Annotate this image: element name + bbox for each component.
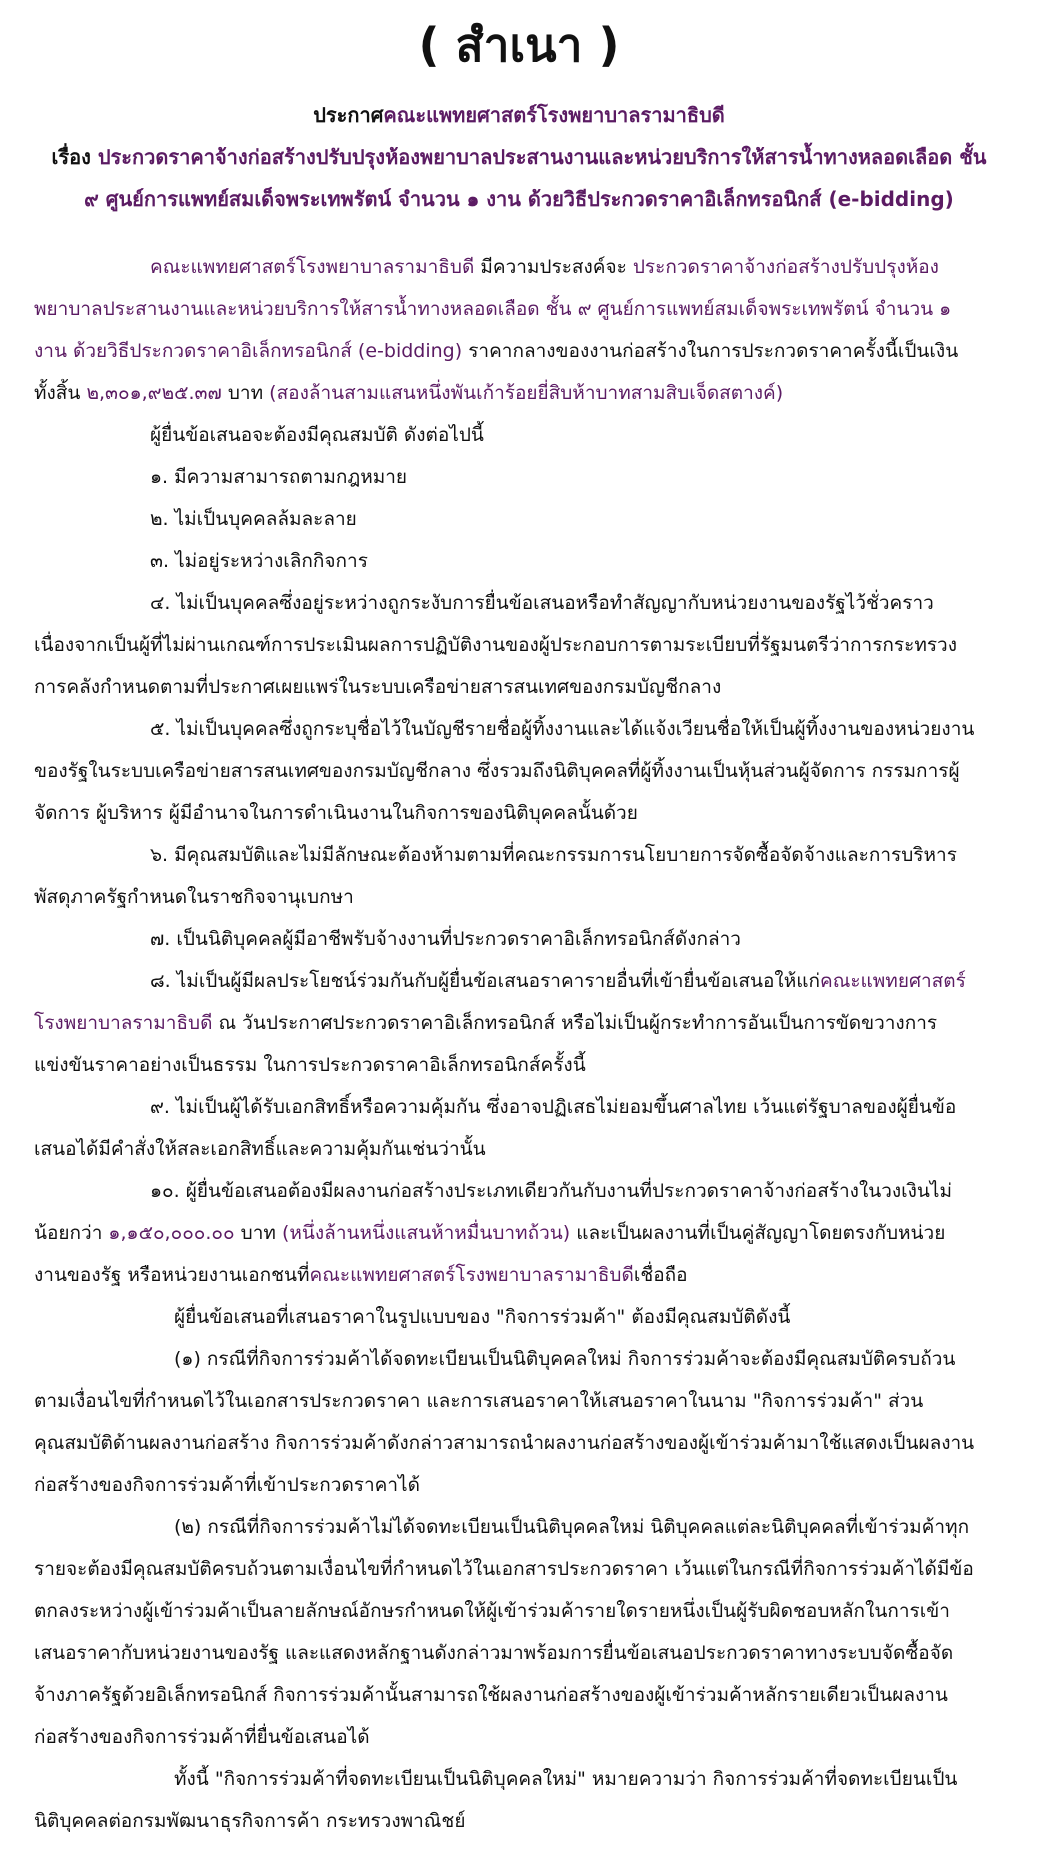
joint-venture-definition-line-1: ทั้งนี้ "กิจการร่วมค้าที่จดทะเบียนเป็นนิติบุคคลใหม่" หมายความว่า กิจการร่วมค้าที่จดทะเบียนเป็น [174, 1768, 958, 1790]
intro-line-4: ทั้งสิ้น ๒,๓๐๑,๙๒๕.๓๗ บาท (สองล้านสามแสนหนึ่งพันเก้าร้อยยี่สิบห้าบาทสามสิบเจ็ดสตางค์) [34, 382, 784, 404]
joint-venture-2-line-4: เสนอราคากับหน่วยงานของรัฐ และแสดงหลักฐานดังกล่าวมาพร้อมการยื่นข้อเสนอประกวดราคาทางระบบจัดซื้อจัด [34, 1642, 954, 1664]
joint-venture-1-line-4: ก่อสร้างของกิจการร่วมค้าที่เข้าประกวดราคาได้ [34, 1474, 420, 1496]
qualification-6-line-2: พัสดุภาครัฐกำหนดในราชกิจจานุเบกษา [34, 886, 354, 908]
joint-venture-2-line-2: รายจะต้องมีคุณสมบัติครบถ้วนตามเงื่อนไขที่กำหนดไว้ในเอกสารประกวดราคา เว้นแต่ในกรณีที่กิจการร่วมค้าได้มีข้อ [34, 1558, 974, 1580]
subject-line-2: ๙ ศูนย์การแพทย์สมเด็จพระเทพรัตน์ จำนวน ๑ งาน ด้วยวิธีประกวดราคาอิเล็กทรอนิกส์ (e-bidding) [84, 187, 954, 211]
qualification-4-line-1: ๔. ไม่เป็นบุคคลซึ่งอยู่ระหว่างถูกระงับการยื่นข้อเสนอหรือทำสัญญากับหน่วยงานของรัฐไว้ชั่วคราว [150, 592, 934, 614]
joint-venture-1-line-3: คุณสมบัติด้านผลงานก่อสร้าง กิจการร่วมค้าดังกล่าวสามารถนำผลงานก่อสร้างของผู้เข้าร่วมค้ามาใช้แสดงเป็นผลงาน [34, 1432, 975, 1454]
qualification-4-line-3: การคลังกำหนดตามที่ประกาศเผยแพร่ในระบบเครือข่ายสารสนเทศของกรมบัญชีกลาง [34, 676, 722, 698]
qualification-9-line-1: ๙. ไม่เป็นผู้ได้รับเอกสิทธิ์หรือความคุ้มกัน ซึ่งอาจปฏิเสธไม่ยอมขึ้นศาลไทย เว้นแต่รัฐบาลของผู้ยื่นข้อ [150, 1096, 957, 1118]
qualification-2: ๒. ไม่เป็นบุคคลล้มละลาย [150, 508, 357, 530]
qualification-6-line-1: ๖. มีคุณสมบัติและไม่มีลักษณะต้องห้ามตามที่คณะกรรมการนโยบายการจัดซื้อจัดจ้างและการบริหาร [150, 844, 957, 866]
qualification-intro: ผู้ยื่นข้อเสนอจะต้องมีคุณสมบัติ ดังต่อไปนี้ [150, 424, 484, 446]
qualification-10-line-1: ๑๐. ผู้ยื่นข้อเสนอต้องมีผลงานก่อสร้างประเภทเดียวกันกับงานที่ประกวดราคาจ้างก่อสร้างในวงเงินไม่ [150, 1180, 952, 1202]
qualification-7: ๗. เป็นนิติบุคคลผู้มีอาชีพรับจ้างงานที่ประกวดราคาอิเล็กทรอนิกส์ดังกล่าว [150, 928, 741, 950]
subject-line-1: เรื่อง ประกวดราคาจ้างก่อสร้างปรับปรุงห้องพยาบาลประสานงานและหน่วยบริการให้สารน้ำทางหลอดเลือด ชั้น [51, 145, 987, 169]
qualification-8-line-2: โรงพยาบาลรามาธิบดี ณ วันประกาศประกวดราคาอิเล็กทรอนิกส์ หรือไม่เป็นผู้กระทำการอันเป็นการขัดขวางการ [34, 1012, 938, 1034]
qualification-5-line-2: ของรัฐในระบบเครือข่ายสารสนเทศของกรมบัญชีกลาง ซึ่งรวมถึงนิติบุคคลที่ผู้ทิ้งงานเป็นหุ้นส่วนผู้จัดการ กรรมการผู้ [34, 760, 960, 782]
joint-venture-2-line-6: ก่อสร้างของกิจการร่วมค้าที่ยื่นข้อเสนอได้ [34, 1726, 370, 1748]
joint-venture-2-line-3: ตกลงระหว่างผู้เข้าร่วมค้าเป็นลายลักษณ์อักษรกำหนดให้ผู้เข้าร่วมค้ารายใดรายหนึ่งเป็นผู้รับผิดชอบหลักในการเข้า [34, 1600, 950, 1622]
qualification-1: ๑. มีความสามารถตามกฎหมาย [150, 466, 408, 488]
joint-venture-definition-line-2: นิติบุคคลต่อกรมพัฒนาธุรกิจการค้า กระทรวงพาณิชย์ [34, 1810, 466, 1832]
qualification-9-line-2: เสนอได้มีคำสั่งให้สละเอกสิทธิ์และความคุ้มกันเช่นว่านั้น [34, 1138, 486, 1160]
qualification-10-line-2: น้อยกว่า ๑,๑๕๐,๐๐๐.๐๐ บาท (หนึ่งล้านหนึ่งแสนห้าหมื่นบาทถ้วน) และเป็นผลงานที่เป็นคู่สัญญาโดยตรงกับหน่วย [34, 1222, 946, 1244]
joint-venture-1-line-1: (๑) กรณีที่กิจการร่วมค้าได้จดทะเบียนเป็นนิติบุคคลใหม่ กิจการร่วมค้าจะต้องมีคุณสมบัติครบถ้วน [174, 1348, 956, 1370]
qualification-10-line-3: งานของรัฐ หรือหน่วยงานเอกชนที่คณะแพทยศาสตร์โรงพยาบาลรามาธิบดีเชื่อถือ [34, 1264, 688, 1286]
qualification-4-line-2: เนื่องจากเป็นผู้ที่ไม่ผ่านเกณฑ์การประเมินผลการปฏิบัติงานของผู้ประกอบการตามระเบียบที่รัฐมนตรีว่าการกระทรวง [34, 634, 958, 656]
qualification-5-line-3: จัดการ ผู้บริหาร ผู้มีอำนาจในการดำเนินงานในกิจการของนิติบุคคลนั้นด้วย [34, 802, 638, 824]
qualification-8-line-1: ๘. ไม่เป็นผู้มีผลประโยชน์ร่วมกันกับผู้ยื่นข้อเสนอราคารายอื่นที่เข้ายื่นข้อเสนอให้แก่คณะแพทยศาสตร์ [150, 970, 966, 992]
qualification-8-line-3: แข่งขันราคาอย่างเป็นธรรม ในการประกวดราคาอิเล็กทรอนิกส์ครั้งนี้ [34, 1054, 586, 1076]
joint-venture-intro: ผู้ยื่นข้อเสนอที่เสนอราคาในรูปแบบของ "กิจการร่วมค้า" ต้องมีคุณสมบัติดังนี้ [174, 1306, 791, 1328]
announcement-title: ประกาศคณะแพทยศาสตร์โรงพยาบาลรามาธิบดี [313, 103, 725, 127]
qualification-3: ๓. ไม่อยู่ระหว่างเลิกกิจการ [150, 550, 368, 572]
copy-stamp: ( สำเนา ) [418, 18, 620, 72]
joint-venture-2-line-5: จ้างภาครัฐด้วยอิเล็กทรอนิกส์ กิจการร่วมค้านั้นสามารถใช้ผลงานก่อสร้างของผู้เข้าร่วมค้าหลักรายเดียวเป็นผลงาน [34, 1684, 948, 1706]
intro-line-2: พยาบาลประสานงานและหน่วยบริการให้สารน้ำทางหลอดเลือด ชั้น ๙ ศูนย์การแพทย์สมเด็จพระเทพรัตน์ จำนวน ๑ [34, 298, 952, 320]
intro-line-3: งาน ด้วยวิธีประกวดราคาอิเล็กทรอนิกส์ (e-bidding) ราคากลางของงานก่อสร้างในการประกวดราคาครั้งนี้เป็นเงิน [34, 340, 959, 362]
joint-venture-1-line-2: ตามเงื่อนไขที่กำหนดไว้ในเอกสารประกวดราคา และการเสนอราคาให้เสนอราคาในนาม "กิจการร่วมค้า" ส่วน [34, 1390, 924, 1412]
joint-venture-2-line-1: (๒) กรณีที่กิจการร่วมค้าไม่ได้จดทะเบียนเป็นนิติบุคคลใหม่ นิติบุคคลแต่ละนิติบุคคลที่เข้าร่วมค้าทุก [174, 1516, 970, 1538]
intro-line-1: คณะแพทยศาสตร์โรงพยาบาลรามาธิบดี มีความประสงค์จะ ประกวดราคาจ้างก่อสร้างปรับปรุงห้อง [150, 256, 939, 278]
qualification-5-line-1: ๕. ไม่เป็นบุคคลซึ่งถูกระบุชื่อไว้ในบัญชีรายชื่อผู้ทิ้งงานและได้แจ้งเวียนชื่อให้เป็นผู้ทิ้งงานของหน่วยงาน [150, 718, 975, 740]
